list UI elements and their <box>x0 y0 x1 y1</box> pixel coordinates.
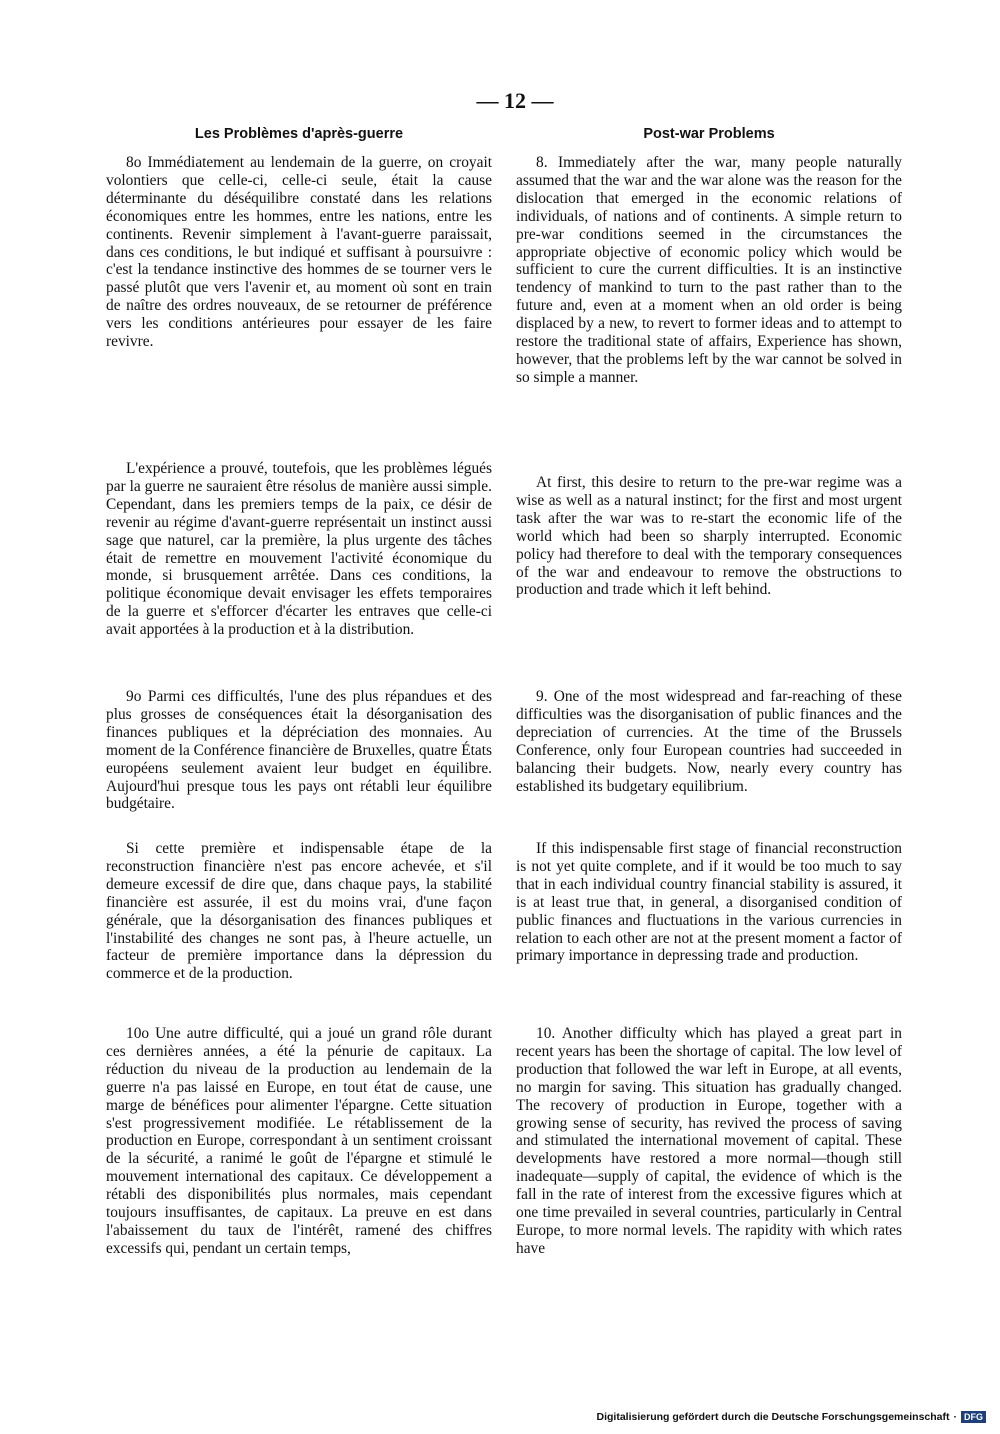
french-paragraph-8: 8o Immédiatement au lendemain de la guerre, on croyait volontiers que celle-ci, celle-ci seule, était la cause déterminante du déséquilibre constaté dans les relations économiques entre les hommes, entre les nations, entre les continents. Revenir simplement à l'avant-guerre paraissait, dans ces conditions, le but indiqué et suffisant à poursuivre : c'est la tendance instinctive des hommes de se tourner vers le passé plutôt que vers l'avenir et, au moment où sont en train de naître des ordres nouveaux, de se retourner de préférence vers les conditions antérieures pour essayer de les faire revivre. <box>106 154 492 351</box>
french-paragraph-9-continued: Si cette première et indispensable étape de la reconstruction financière n'est pas encore achevée, et s'il demeure excessif de dire que, dans chaque pays, la stabilité financière est assurée, il est du moins vrai, d'une façon générale, que la désorganisation des finances publiques et l'instabilité des changes ne sont pas, à l'heure actuelle, un facteur de première importance dans la dépression du commerce et de la production. <box>106 840 492 983</box>
english-paragraph-8: 8. Immediately after the war, many people naturally assumed that the war and the war alone was the reason for the dislocation that emerged in the economic relations of individuals, of nations and of continents. A simple return to pre-war conditions seemed in the circumstances the appropriate objective of economic policy which would be sufficient to cure the current difficulties. It is an instinctive tendency of mankind to turn to the past rather than to the future and, even at a moment when an old order is being displaced by a new, to revert to former ideas and to attempt to restore the traditional state of affairs, Experience has shown, however, that the problems left by the war cannot be solved in so simple a manner. <box>516 154 902 386</box>
footer-text: Digitalisierung gefördert durch die Deutsche Forschungsgemeinschaft <box>596 1411 950 1423</box>
english-paragraph-9: 9. One of the most widespread and far-reaching of these difficulties was the disorganisation of public finances and the depreciation of currencies. At the time of the Brussels Conference, only four European countries had succeeded in balancing their budgets. Now, nearly every country has established its budgetary equilibrium. <box>516 688 902 795</box>
digitization-footer <box>597 1411 986 1423</box>
english-paragraph-10: 10. Another difficulty which has played a great part in recent years has been the shortage of capital. The low level of production that followed the war left in Europe, at all events, no margin for saving. This situation has gradually changed. The recovery of production in Europe, together with a growing sense of security, has revived the process of saving and stimulated the international movement of capital. These developments have restored a more normal—though still inadequate—supply of capital, the evidence of which is the fall in the rate of interest from the excessive figures which at one time prevailed in several countries, particularly in Central Europe, to more normal levels. The rapidity with which rates have <box>516 1025 902 1257</box>
french-paragraph-10: 10o Une autre difficulté, qui a joué un grand rôle durant ces dernières années, a été la pénurie de capitaux. La réduction du niveau de la production au lendemain de la guerre n'a pas laissé en Europe, en tout état de cause, une marge de bénéfices pour alimenter l'épargne. Cette situation s'est progressivement modifiée. Le rétablissement de la production en Europe, correspondant à un sentiment croissant de la sécurité, a ranimé le goût de l'épargne et stimulé le mouvement international des capitaux. Ce développement a rétabli des disponibilités plus normales, mais cependant toujours insuffisantes, de capitaux. La preuve en est dans l'abaissement du taux de l'intérêt, ramené des chiffres excessifs qui, pendant un certain temps, <box>106 1025 492 1257</box>
english-paragraph-9-continued: If this indispensable first stage of financial reconstruction is not yet quite complete, and if it would be too much to say that in each individual country financial stability is assured, it is at least true that, in general, a disorganised condition of public finances and fluctuations in the various currencies in relation to each other are not at the present moment a factor of primary importance in depressing trade and production. <box>516 840 902 965</box>
french-heading: Les Problèmes d'après-guerre <box>194 126 404 142</box>
dfg-logo: DFG <box>961 1411 986 1423</box>
french-paragraph-9: 9o Parmi ces difficultés, l'une des plus répandues et des plus grosses de conséquences était la désorganisation des finances publiques et la dépréciation des monnaies. Au moment de la Conférence financière de Bruxelles, quatre États européens seulement avaient leur budget en équilibre. Aujourd'hui presque tous les pays ont rétabli leur équilibre budgétaire. <box>106 688 492 813</box>
french-paragraph-8-continued: L'expérience a prouvé, toutefois, que les problèmes légués par la guerre ne sauraient être résolus de manière aussi simple. Cependant, dans les premiers temps de la paix, ce désir de revenir au régime d'avant-guerre représentait un instinct aussi sage que naturel, car la première, la plus urgente des tâches était de remettre en mouvement l'activité économique du monde, si brusquement arrêtée. Dans ces conditions, la politique économique devait envisager les effets temporaires de la guerre et s'efforcer d'écarter les entraves que celle-ci avait apportées à la production et à la distribution. <box>106 460 492 639</box>
english-heading: Post-war Problems <box>643 126 775 142</box>
footer-separator: · <box>953 1411 957 1423</box>
english-paragraph-8-continued: At first, this desire to return to the pre-war regime was a wise as well as a natural instinct; for the first and most urgent task after the war was to re-start the economic life of the world which had been so sharply interrupted. Economic policy had therefore to deal with the temporary consequences of the war and endeavour to remove the obstructions to production and trade which it left behind. <box>516 474 902 599</box>
page-number: — 12 — <box>476 88 554 113</box>
